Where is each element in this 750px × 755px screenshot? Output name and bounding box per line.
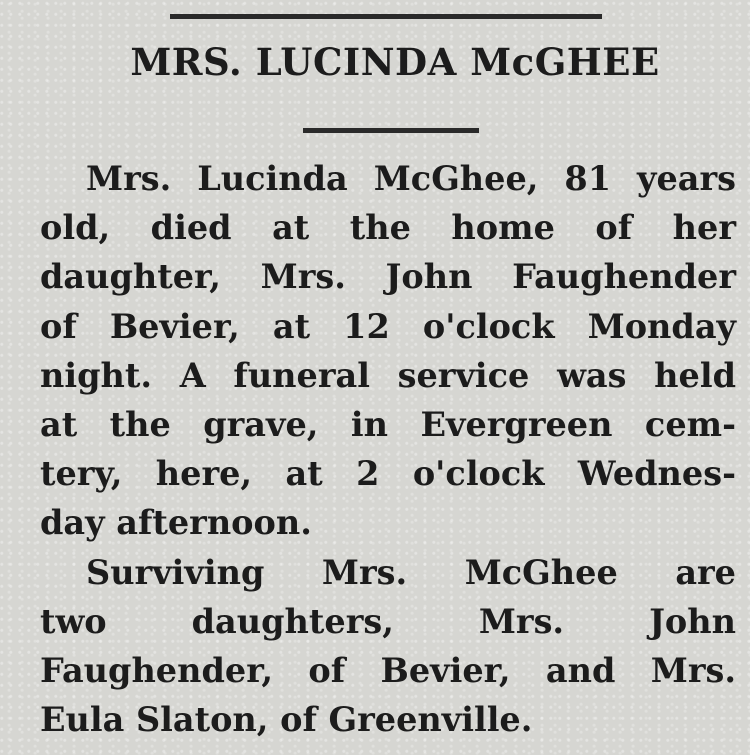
paragraph-1-line: tery, here, at 2 o'clock Wednes- [40,454,736,494]
top-rule [170,14,602,19]
paragraph-2-line: Surviving Mrs. McGhee are [86,552,736,592]
paragraph-1-line: day afternoon. [40,503,312,543]
paragraph-1-line: daughter, Mrs. John Faughender [40,257,736,297]
paragraph-2-line: two daughters, Mrs. John [40,601,736,641]
paragraph-1-line: at the grave, in Evergreen cem- [40,405,736,445]
headline: MRS. LUCINDA McGHEE [130,40,660,84]
paragraph-2-line: Faughender, of Bevier, and Mrs. [40,651,736,691]
headline-rule [303,128,479,133]
paragraph-1-line: of Bevier, at 12 o'clock Monday [40,306,736,346]
paragraph-1-line: night. A funeral service was held [40,355,736,395]
paragraph-1-line: Mrs. Lucinda McGhee, 81 years [86,159,736,198]
paragraph-2-line: Eula Slaton, of Greenville. [40,700,533,740]
article-body [40,154,736,744]
paragraph-1-line: old, died at the home of her [40,208,736,248]
